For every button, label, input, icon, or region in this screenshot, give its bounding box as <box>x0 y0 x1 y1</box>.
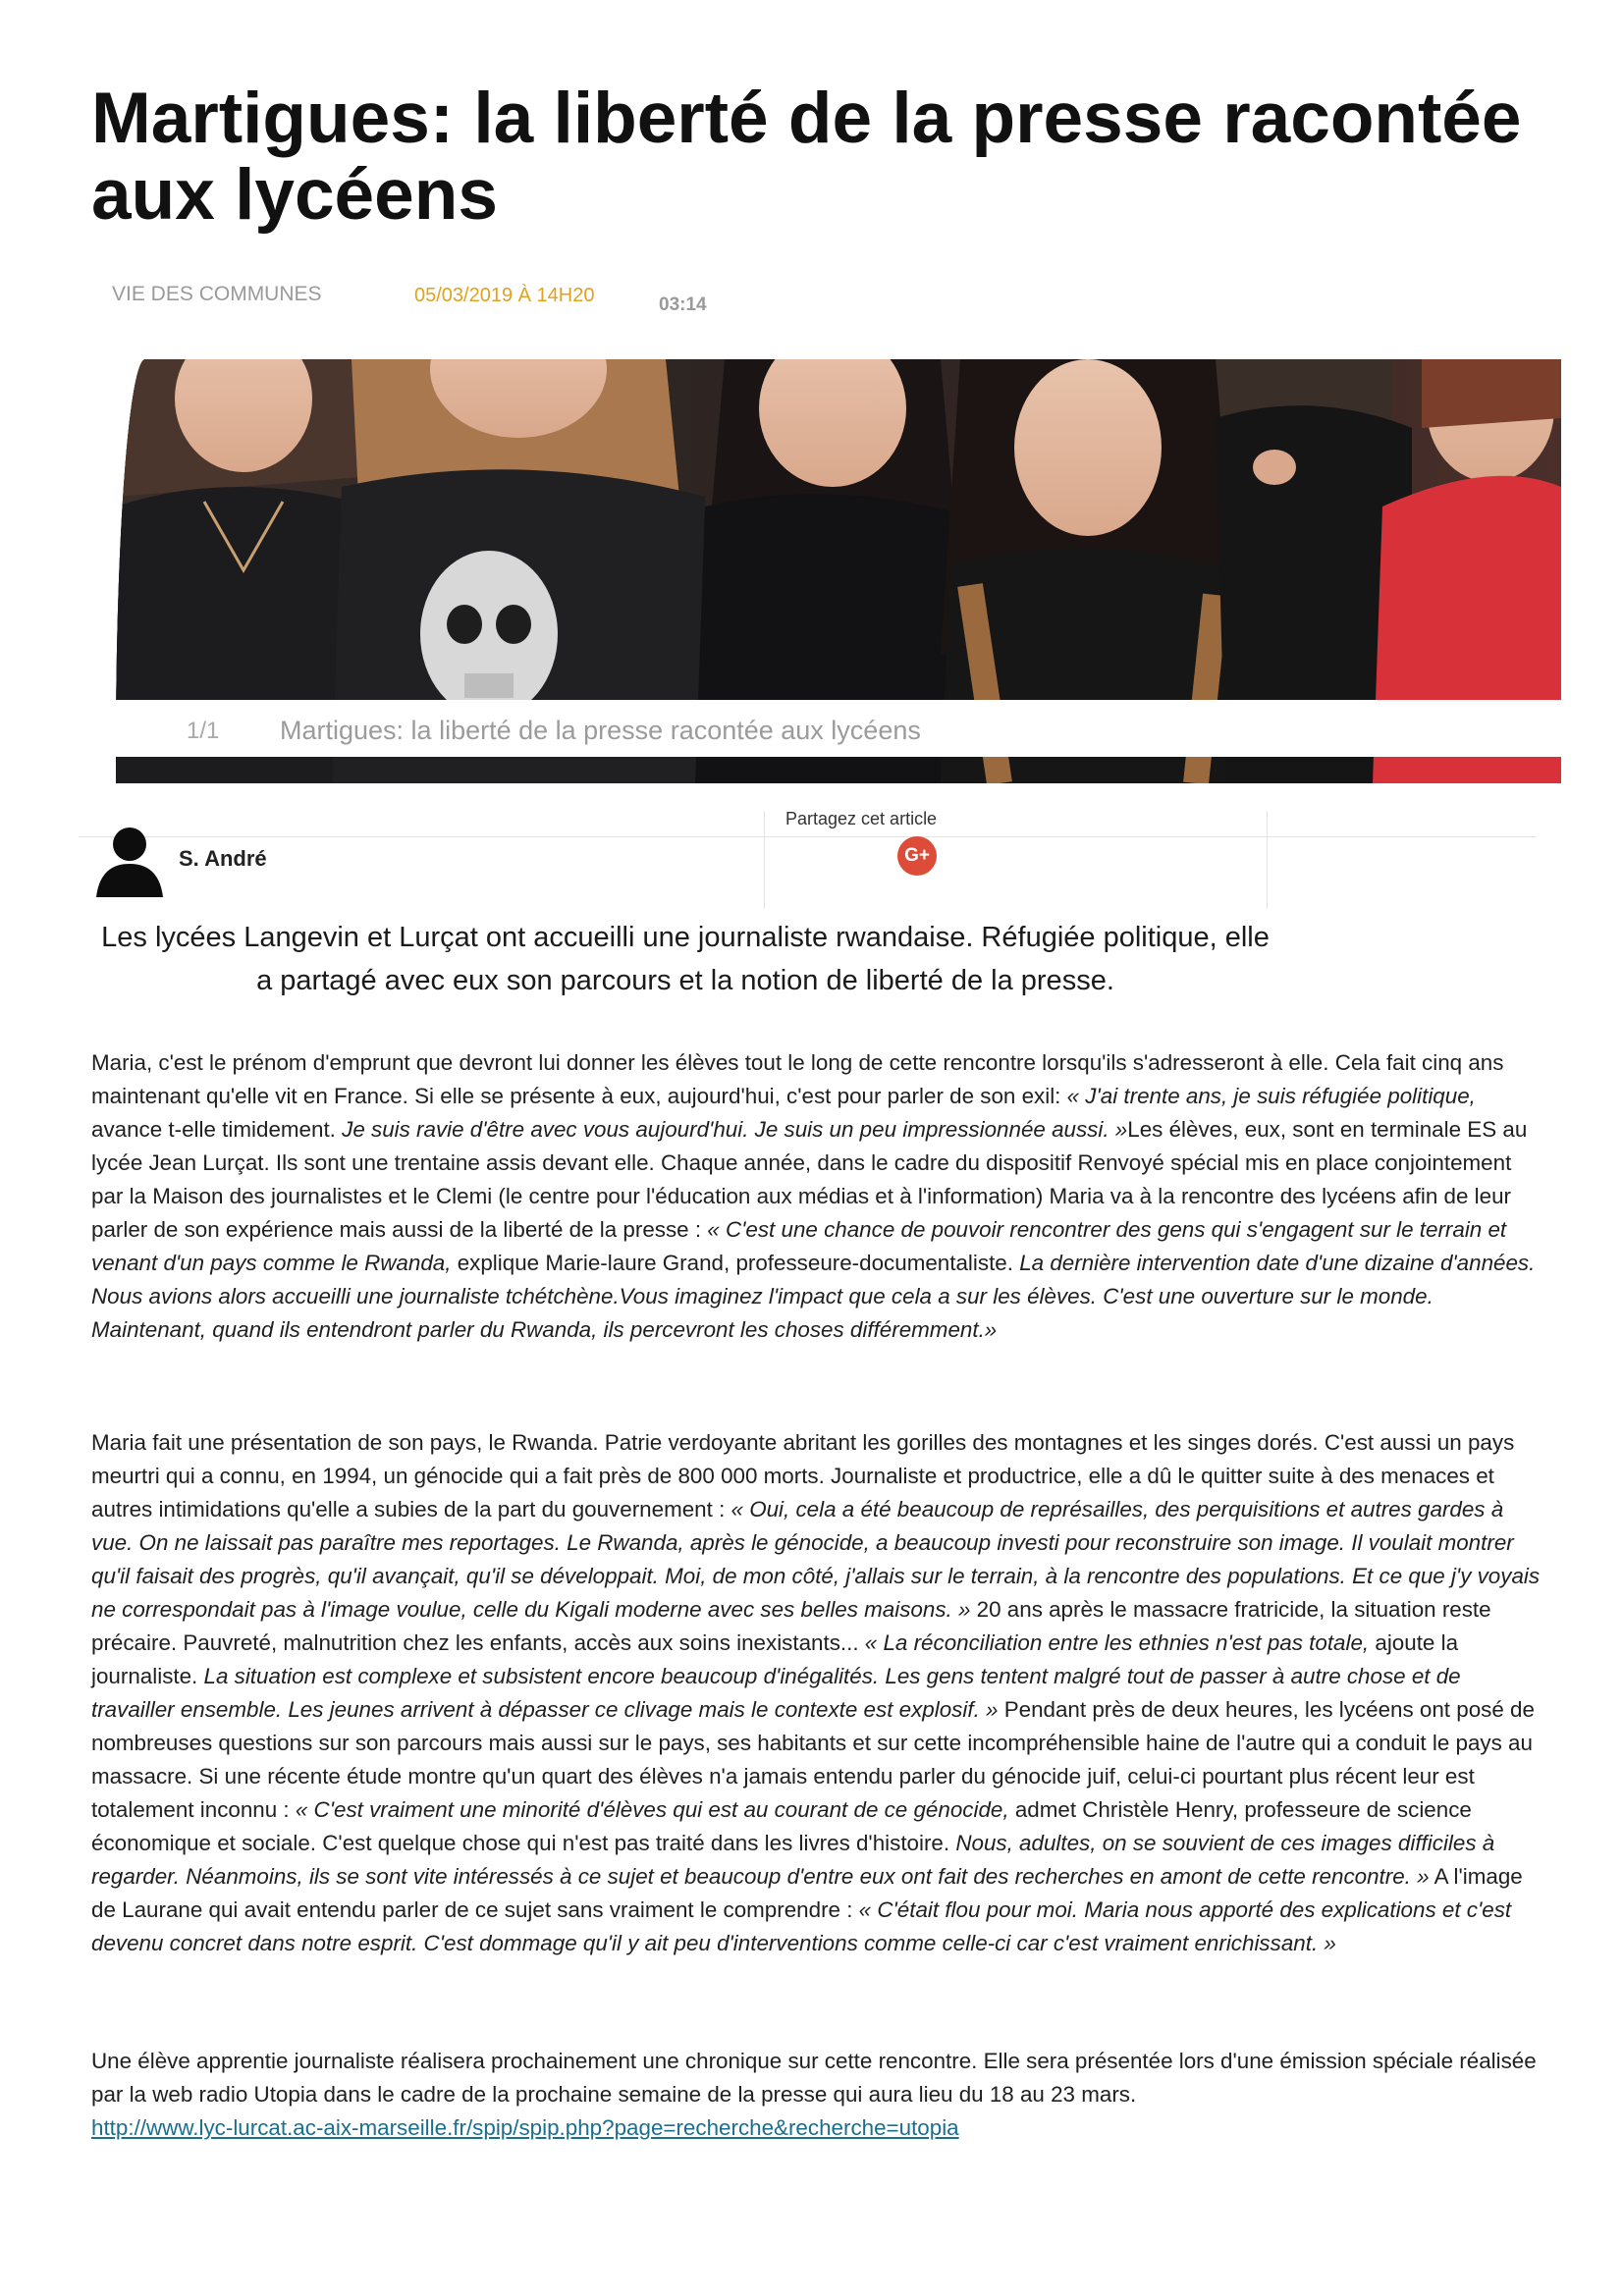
share-divider-right <box>1267 811 1268 909</box>
body-paragraph-1 <box>91 1046 1544 1347</box>
author-name[interactable]: S. André <box>179 846 267 871</box>
google-plus-share-button[interactable]: G+ <box>897 836 937 876</box>
read-time: 03:14 <box>659 294 707 315</box>
utopia-radio-link[interactable]: http://www.lyc-lurcat.ac-aix-marseille.fr/spip/spip.php?page=recherche&recherche=utopia <box>91 2115 959 2140</box>
quote-run: Nous, adultes, on se souvient de ces images difficiles à regarder. Néanmoins, ils se sont vite intéressés à ce sujet et beaucoup d'entre eux ont fait des recherches en amont de cette rencontre. » <box>91 1831 1495 1889</box>
quote-run: « C'est vraiment une minorité d'élèves qui est au courant de ce génocide, <box>295 1797 1009 1822</box>
quote-run: La dernière intervention date d'une dizaine d'années. Nous avions alors accueilli une journaliste tchétchène.Vous imaginez l'impact que cela a sur les élèves. C'est une ouverture sur le monde. Maintenant, quand ils entendront parler du Rwanda, ils percevront les choses différemment.» <box>91 1251 1536 1342</box>
text-run: admet Christèle Henry, professeure de science économique et sociale. C'est quelque chose qui n'est pas traité dans les livres d'histoire. <box>91 1797 1472 1855</box>
text-run: A l'image de Laurane qui avait entendu parler de ce sujet sans vraiment le comprendre : <box>91 1864 1523 1922</box>
article-title: Martigues: la liberté de la presse racontée aux lycéens <box>91 79 1522 235</box>
quote-run: Je suis ravie d'être avec vous aujourd'hui. Je suis un peu impressionnée aussi. » <box>342 1117 1128 1142</box>
gallery-index: 1/1 <box>187 718 220 744</box>
text-run: Les élèves, eux, sont en terminale ES au lycée Jean Lurçat. Ils sont une trentaine assis devant elle. Chaque année, dans le cadre du dispositif Renvoyé spécial mis en place conjointement par la Maison des journalistes et le Clemi (le centre pour l'éducation aux médias et à l'information) Maria va à la rencontre des lycéens afin de leur parler de son expérience mais aussi de la liberté de la presse : <box>91 1117 1528 1242</box>
quote-run: « Oui, cela a été beaucoup de représailles, des perquisitions et autres gardes à vue. On ne laissait pas paraître mes reportages. Le Rwanda, après le génocide, a beaucoup investi pour reconstruire son image. Il voulait montrer qu'il faisait des progrès, qu'il avançait, qu'il se développait. Moi, de mon côté, j'allais sur le terrain, à la rencontre des populations. Et ce que j'y voyais ne correspondait pas à l'image voulue, celle du Kigali moderne avec ses belles maisons. » <box>91 1497 1541 1622</box>
text-run: ajoute la journaliste. <box>91 1630 1459 1688</box>
text-run: Pendant près de deux heures, les lycéens ont posé de nombreuses questions sur son parcours mais aussi sur le pays, ses habitants et sur cette incompréhensible haine de l'autre qui a conduit le pays au massacre. Si une récente étude montre qu'un quart des élèves n'a jamais entendu parler du génocide juif, celui-ci pourtant plus récent leur est totalement inconnu : <box>91 1697 1535 1822</box>
photo-caption: Martigues: la liberté de la presse racontée aux lycéens <box>280 716 921 745</box>
quote-run: « C'était flou pour moi. Maria nous apporté des explications et c'est devenu concret dans notre esprit. C'est dommage qu'il y ait peu d'interventions comme celle-ci car c'est vraiment enrichissant. » <box>91 1897 1512 1955</box>
author-bar-divider <box>79 836 1537 837</box>
quote-run: « J'ai trente ans, je suis réfugiée politique, <box>1066 1084 1476 1108</box>
article-lead: Les lycées Langevin et Lurçat ont accueilli une journaliste rwandaise. Réfugiée politique, elle a partagé avec eux son parcours et la notion de liberté de la presse. <box>101 922 1270 996</box>
quote-run: « C'est une chance de pouvoir rencontrer des gens qui s'engagent sur le terrain et venant d'un pays comme le Rwanda, <box>91 1217 1507 1275</box>
text-run: 20 ans après le massacre fratricide, la situation reste précaire. Pauvreté, malnutrition chez les enfants, accès aux soins inexistants... <box>91 1597 1491 1655</box>
share-label: Partagez cet article <box>785 809 938 828</box>
publish-date: 05/03/2019 À 14H20 <box>414 285 595 306</box>
author-avatar-icon <box>90 821 169 899</box>
share-divider-left <box>764 811 765 909</box>
body-paragraph-3: Une élève apprentie journaliste réalisera prochainement une chronique sur cette rencontre. Elle sera présentée lors d'une émission spéciale réalisée par la web radio Utopia dans le cadre de la prochaine semaine de la presse qui aura lieu du 18 au 23 mars. <box>91 2049 1537 2107</box>
text-run: Maria, c'est le prénom d'emprunt que devront lui donner les élèves tout le long de cette rencontre lorsqu'ils s'adresseront à elle. Cela fait cinq ans maintenant qu'elle vit en France. Si elle se présente à eux, aujourd'hui, c'est pour parler de son exil: <box>91 1050 1504 1108</box>
text-run: Maria fait une présentation de son pays, le Rwanda. Patrie verdoyante abritant les gorilles des montagnes et les singes dorés. C'est aussi un pays meurtri qui a connu, en 1994, un génocide qui a fait près de 800 000 morts. Journaliste et productrice, elle a dû le quitter suite à des menaces et autres intimidations qu'elle a subies de la part du gouvernement : <box>91 1430 1515 1522</box>
text-run: explique Marie-laure Grand, professeure-documentaliste. <box>451 1251 1020 1275</box>
text-run: avance t-elle timidement. <box>91 1117 343 1142</box>
body-paragraph-2 <box>91 1426 1544 1960</box>
quote-run: « La réconciliation entre les ethnies n'est pas totale, <box>864 1630 1370 1655</box>
category-link[interactable]: VIE DES COMMUNES <box>112 283 322 305</box>
quote-run: La situation est complexe et subsistent encore beaucoup d'inégalités. Les gens tentent malgré tout de passer à autre chose et de travailler ensemble. Les jeunes arrivent à dépasser ce clivage mais le contexte est explosif. » <box>91 1664 1461 1722</box>
